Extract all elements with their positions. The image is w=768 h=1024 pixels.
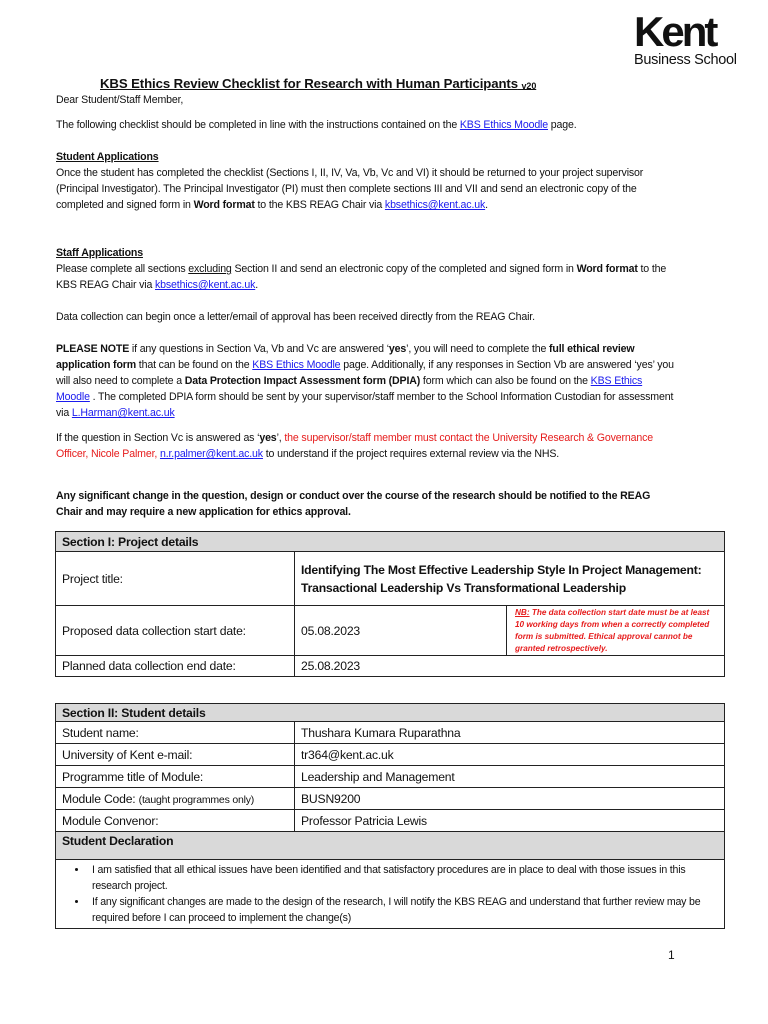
kbs-ethics-moodle-link[interactable]: KBS Ethics Moodle bbox=[459, 119, 549, 131]
kbs-ethics-moodle-link[interactable]: KBS Ethics Moodle bbox=[252, 359, 341, 371]
start-date-value[interactable]: 05.08.2023 bbox=[295, 606, 507, 656]
text: . The completed DPIA form should be sent by your supervisor/staff member to the School Information Custodian for assessment via bbox=[56, 391, 674, 419]
title-text: KBS Ethics Review Checklist for Research with Human Participants bbox=[100, 76, 518, 91]
row-label: Planned data collection end date: bbox=[56, 656, 295, 677]
text: If the question in Section Vc is answered as ‘ bbox=[56, 432, 260, 444]
word-format: Word format bbox=[576, 263, 638, 275]
row-label: Project title: bbox=[56, 552, 295, 606]
intro-text: The following checklist should be completed in line with the instructions contained on the bbox=[56, 119, 460, 131]
row-label: Programme title of Module: bbox=[56, 766, 295, 788]
staff-text: Please complete all sections bbox=[56, 263, 189, 275]
staff-text-2: Section II and send an electronic copy of the completed and signed form in bbox=[231, 263, 577, 275]
student-text: Once the student has completed the checklist (Sections I, II, IV, Va, Vb, Vc and VI) it should be returned to your project supervisor (Principal Investigator). The Principal Investigator (PI) must then complete sections III and VII and send an electronic copy of the completed and signed form in bbox=[56, 167, 644, 211]
yes: yes bbox=[259, 432, 277, 444]
row-label: Student name: bbox=[56, 722, 295, 744]
period: . bbox=[485, 199, 488, 211]
kbs-ethics-moodle-link[interactable]: KBS Ethics Moodle bbox=[56, 375, 643, 403]
section-vc-paragraph bbox=[56, 430, 674, 462]
section-2-heading: Section II: Student details bbox=[56, 704, 725, 722]
row-label: Proposed data collection start date: bbox=[56, 606, 295, 656]
declaration-item: • If any significant changes are made to the design of the research, I will notify the KBS REAG and understand that further review may be required before I can proceed to implement the change(s) bbox=[88, 894, 718, 926]
row-label: Module Convenor: bbox=[56, 810, 295, 832]
dpia: Data Protection Impact Assessment form (DPIA) bbox=[184, 375, 421, 387]
intro-text-end: page. bbox=[548, 119, 577, 131]
section-1-table bbox=[55, 531, 725, 677]
section-2-table bbox=[55, 703, 725, 929]
row-label: University of Kent e-mail: bbox=[56, 744, 295, 766]
label: Module Code: bbox=[62, 791, 136, 806]
kbsethics-email-link[interactable]: kbsethics@kent.ac.uk bbox=[384, 199, 486, 211]
yes: yes bbox=[388, 343, 407, 355]
text: that can be found on the bbox=[136, 359, 253, 371]
nb-text: The data collection start date must be at least 10 working days from when a correctly completed form is submitted. Ethical approval cannot be granted retrospectively. bbox=[515, 607, 710, 653]
text: if any questions in Section Va, Vb and Vc are answered ‘ bbox=[129, 343, 389, 355]
declaration-item: • I am satisfied that all ethical issues have been identified and that satisfactory procedures are in place to deal with those issues in this research project. bbox=[88, 862, 718, 894]
significant-change-note: Any significant change in the question, design or conduct over the course of the research should be notified to the REAG Chair and may require a new application for ethics approval. bbox=[56, 490, 651, 518]
kent-business-school-logo bbox=[634, 8, 752, 68]
full-form: full ethical review application form bbox=[56, 343, 635, 371]
version: v20 bbox=[521, 81, 537, 91]
student-name-value[interactable]: Thushara Kumara Ruparathna bbox=[295, 722, 725, 744]
please-note-paragraph bbox=[56, 341, 674, 421]
text: ’, you will need to complete the bbox=[406, 343, 549, 355]
excluding: excluding bbox=[188, 263, 232, 275]
logo-subtitle: Business School bbox=[634, 52, 737, 68]
programme-value[interactable]: Leadership and Management bbox=[295, 766, 725, 788]
harman-email-link[interactable]: L.Harman@kent.ac.uk bbox=[71, 407, 175, 419]
period: . bbox=[255, 279, 259, 291]
kbsethics-email-link[interactable]: kbsethics@kent.ac.uk bbox=[155, 279, 256, 291]
data-collection-note: Data collection can begin once a letter/email of approval has been received directly from the REAG Chair. bbox=[56, 311, 535, 323]
project-title-value[interactable]: Identifying The Most Effective Leadership Style In Project Management: Transactional Leadership Vs Transformational Leadership bbox=[295, 552, 725, 606]
word-format: Word format bbox=[193, 199, 255, 211]
module-code-value[interactable]: BUSN9200 bbox=[295, 788, 725, 810]
label-note: (taught programmes only) bbox=[138, 793, 255, 806]
row-label bbox=[56, 788, 295, 810]
staff-text-3: to the KBS REAG Chair via bbox=[56, 263, 667, 291]
palmer-email-link[interactable]: n.r.palmer@kent.ac.uk bbox=[159, 448, 263, 460]
email-value[interactable]: tr364@kent.ac.uk bbox=[295, 744, 725, 766]
student-applications bbox=[56, 149, 674, 213]
student-applications-heading: Student Applications bbox=[56, 151, 159, 163]
red-instruction: the supervisor/staff member must contact the University Research & Governance Officer, Nicole Palmer, bbox=[56, 432, 653, 460]
text: form which can also be found on the bbox=[420, 375, 591, 387]
page-number: 1 bbox=[668, 948, 675, 962]
please-note-label: PLEASE NOTE bbox=[56, 343, 130, 355]
end-date-value[interactable]: 25.08.2023 bbox=[295, 656, 725, 677]
text: to understand if the project requires external review via the NHS. bbox=[262, 448, 560, 460]
text: page. Additionally, if any responses in Section Vb are answered ‘yes’ you will also need to complete a bbox=[56, 359, 674, 387]
section-1-heading: Section I: Project details bbox=[56, 532, 725, 552]
staff-applications-heading: Staff Applications bbox=[56, 247, 143, 259]
student-text-2: to the KBS REAG Chair via bbox=[254, 199, 385, 211]
text: ’, bbox=[276, 432, 285, 444]
declaration-list bbox=[56, 860, 725, 929]
convenor-value[interactable]: Professor Patricia Lewis bbox=[295, 810, 725, 832]
document-title bbox=[100, 76, 536, 91]
greeting: Dear Student/Staff Member, bbox=[56, 94, 184, 106]
staff-applications bbox=[56, 245, 674, 293]
nb-label: NB: bbox=[515, 607, 530, 617]
nb-note bbox=[507, 606, 725, 656]
declaration-heading: Student Declaration bbox=[56, 832, 725, 860]
intro-paragraph bbox=[56, 117, 674, 133]
logo-wordmark: Kent bbox=[634, 8, 716, 55]
